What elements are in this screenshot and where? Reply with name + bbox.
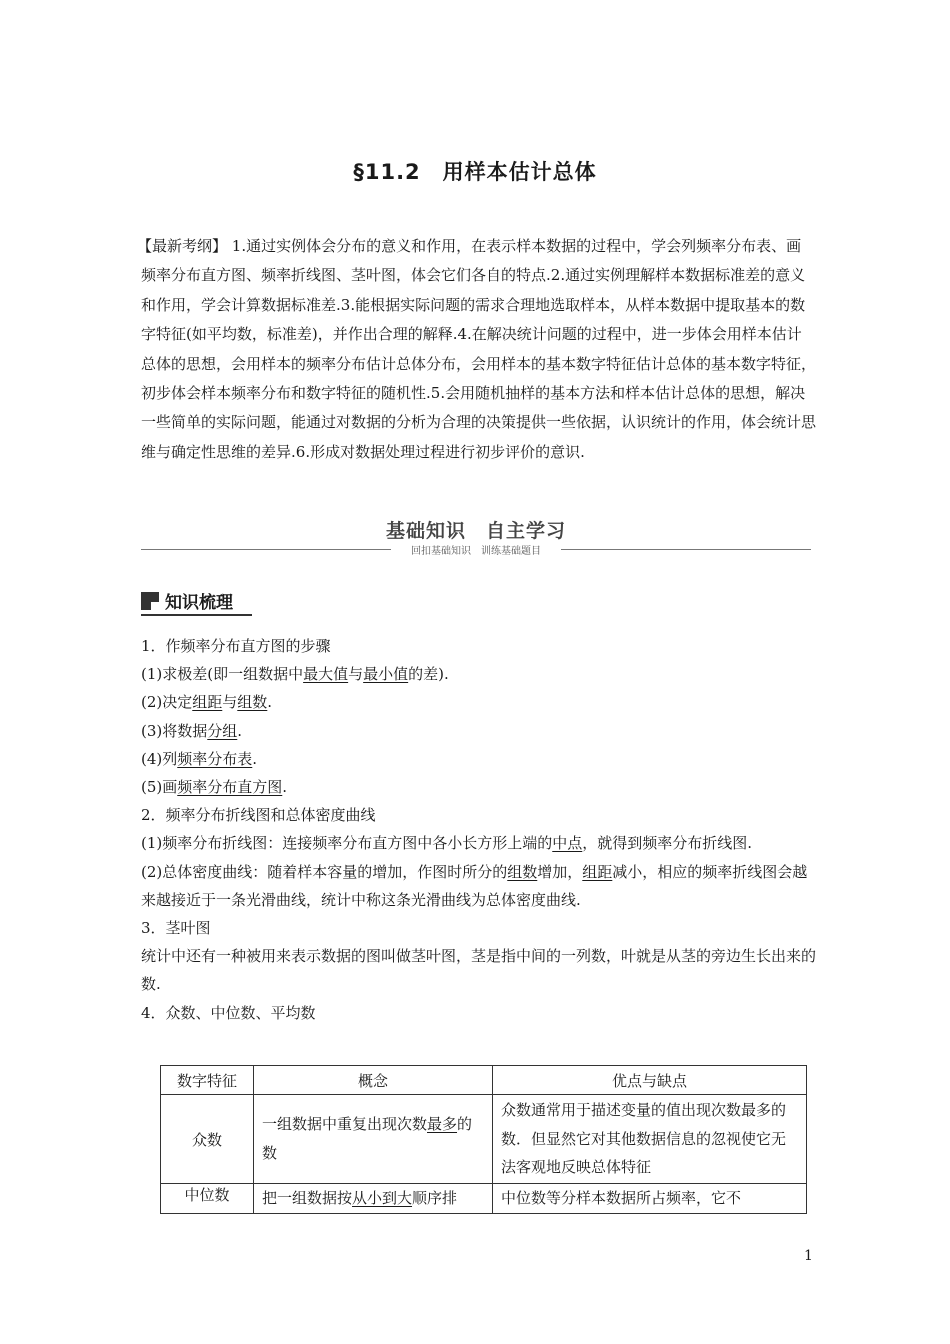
step-3: (3)将数据分组. — [141, 721, 243, 740]
section-banner — [141, 514, 811, 564]
answer-midpoint: 中点 — [552, 834, 583, 853]
answer-most: 最多 — [427, 1115, 458, 1134]
page-title: §11.2 用样本估计总体 — [353, 160, 597, 184]
median-name: 中位数 — [161, 1184, 254, 1214]
section-square-icon — [141, 592, 159, 610]
answer-class-width: 组距 — [192, 693, 223, 712]
banner-subtitle: 回扣基础知识 训练基础题目 — [411, 546, 541, 557]
syllabus-tag: 【最新考纲】 — [137, 237, 228, 255]
syllabus-paragraph — [137, 232, 817, 467]
answer-freq-table: 频率分布表 — [177, 749, 253, 768]
answer-grouping: 分组 — [207, 721, 238, 740]
answer-histogram: 频率分布直方图 — [177, 778, 283, 797]
table-row — [161, 1184, 807, 1214]
banner-title: 基础知识 自主学习 — [385, 520, 566, 542]
header-pros-cons: 优点与缺点 — [493, 1066, 807, 1095]
polyline-heading: 2．频率分布折线图和总体密度曲线 — [141, 806, 376, 825]
statistics-table — [160, 1065, 807, 1214]
table-heading: 4．众数、中位数、平均数 — [141, 1003, 316, 1022]
step-4: (4)列频率分布表. — [141, 749, 258, 768]
table-row — [161, 1095, 807, 1184]
page-number: 1 — [804, 1248, 813, 1264]
answer-min: 最小值 — [363, 665, 409, 684]
step-5: (5)画频率分布直方图. — [141, 778, 288, 797]
median-pros-cons: 中位数等分样本数据所占频率，它不 — [493, 1184, 807, 1214]
polyline-2: (2)总体密度曲线：随着样本容量的增加，作图时所分的组数增加，组距减小，相应的频率折线图会越来越接近于一条光滑曲线，统计中称这条光滑曲线为总体密度曲线. — [141, 862, 808, 909]
answer-class-count: 组数 — [237, 693, 268, 712]
step-2: (2)决定组距与组数. — [141, 693, 273, 712]
polyline-1: (1)频率分布折线图：连接频率分布直方图中各小长方形上端的中点，就得到频率分布折线图. — [141, 834, 753, 853]
answer-small-to-large: 从小到大 — [352, 1189, 413, 1207]
stem-text: 统计中还有一种被用来表示数据的图叫做茎叶图，茎是指中间的一列数，叶就是从茎的旁边生长出来的数. — [141, 947, 817, 994]
answer-groups: 组数 — [507, 862, 538, 881]
steps-heading: 1．作频率分布直方图的步骤 — [141, 637, 331, 655]
mode-name: 众数 — [161, 1095, 254, 1184]
knowledge-body — [141, 632, 821, 1027]
stem-heading: 3．茎叶图 — [141, 919, 211, 938]
step-1: (1)求极差(即一组数据中最大值与最小值的差). — [141, 665, 449, 684]
mode-pros-cons: 众数通常用于描述变量的值出现次数最多的数．但显然它对其他数据信息的忽视使它无法客观地反映总体特征 — [493, 1095, 807, 1184]
syllabus-text: 1.通过实例体会分布的意义和作用，在表示样本数据的过程中，学会列频率分布表、画频率分布直方图、频率折线图、茎叶图，体会它们各自的特点.2.通过实例理解样本数据标准差的意义和作用，学会计算数据标准差.3.能根据实际问题的需求合理地选取样本，从样本数据中提取基本的数字特征(如平均数，标准差)，并作出合理的解释.4.在解决统计问题的过程中，进一步体会用样本估计总体的思想，会用样本的频率分布估计总体分布，会用样本的基本数字特征估计总体的基本数字特征，初步体会样本频率分布和数字特征的随机性.5.会用随机抽样的基本方法和样本估计总体的思想，解决一些简单的实际问题，能通过对数据的分析为合理的决策提供一些依据，认识统计的作用，体会统计思维与确定性思维的差异.6.形成对数据处理过程进行初步评价的意识. — [141, 237, 817, 461]
section-title: 知识梳理 — [165, 593, 233, 613]
median-concept: 把一组数据按从小到大顺序排 — [254, 1184, 493, 1214]
mode-concept: 一组数据中重复出现次数最多的数 — [254, 1095, 493, 1184]
table-header-row — [161, 1066, 807, 1095]
answer-interval: 组距 — [582, 862, 613, 881]
header-concept: 概念 — [254, 1066, 493, 1095]
header-feature: 数字特征 — [161, 1066, 254, 1095]
answer-max: 最大值 — [303, 665, 349, 684]
section-underline — [141, 614, 252, 616]
